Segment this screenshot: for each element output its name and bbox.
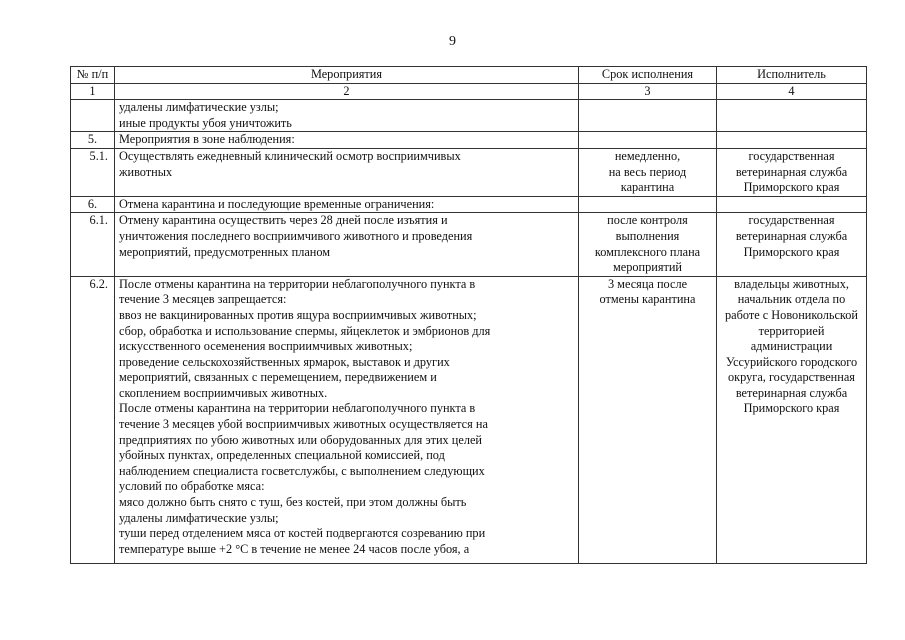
column-number-1: 1: [71, 83, 115, 100]
text-line: предприятиях по убою животных или оборудованных для этих целей: [119, 432, 482, 447]
executor-line: работе с Новоникольской: [725, 307, 858, 322]
text-line: температуре выше +2 °С в течение не менее 24 часов после убоя, а: [119, 541, 470, 556]
executor-line: государственная: [748, 148, 835, 163]
executor-line: ветеринарная служба: [735, 385, 848, 400]
text-line: мероприятий, предусмотренных планом: [119, 244, 331, 259]
header-row: [71, 67, 867, 84]
term-empty: [579, 100, 717, 132]
executor-cell: [717, 276, 867, 563]
executor-line: Приморского края: [743, 244, 840, 259]
text-line: После отмены карантина на территории неблагополучного пункта в: [119, 401, 476, 416]
row-number: 6.2.: [71, 276, 115, 563]
section-row: [71, 196, 867, 213]
executor-empty: [717, 100, 867, 132]
executor-empty: [717, 196, 867, 213]
term-empty: [579, 196, 717, 213]
text-line: Отмену карантина осуществить через 28 дней после изъятия и: [119, 213, 448, 228]
term-cell: [579, 148, 717, 196]
executor-empty: [717, 132, 867, 149]
header-measures: Мероприятия: [115, 67, 579, 84]
text-line: сбор, обработка и использование спермы, яйцеклеток и эмбрионов для: [119, 323, 491, 338]
row-number: 5.1.: [71, 148, 115, 196]
term-line: карантина: [620, 180, 675, 195]
text-line: иные продукты убоя уничтожить: [119, 115, 292, 130]
text-line: уничтожения последнего восприимчивого животного и проведения: [119, 228, 473, 243]
executor-line: Приморского края: [743, 401, 840, 416]
measure-text: [115, 276, 579, 563]
measure-text: [115, 100, 579, 132]
page-number: 9: [449, 34, 456, 49]
executor-cell: [717, 213, 867, 276]
executor-line: территорией: [758, 323, 825, 338]
text-line: искусственного осеменения восприимчивых животных;: [119, 339, 413, 354]
table-row: [71, 213, 867, 276]
executor-line: начальник отдела по: [737, 292, 846, 307]
text-line: условий по обработке мяса:: [119, 479, 265, 494]
row-number-empty: [71, 100, 115, 132]
text-line: течение 3 месяцев убой восприимчивых животных осуществляется на: [119, 417, 488, 432]
text-line: проведение сельскохозяйственных ярмарок, выставок и других: [119, 354, 450, 369]
term-cell: [579, 276, 717, 563]
table-row: [71, 148, 867, 196]
text-line: течение 3 месяцев запрещается:: [119, 292, 287, 307]
text-line: убойных пунктах, определенных специальной комиссией, под: [119, 448, 445, 463]
measures-table: [70, 66, 867, 564]
text-line: Осуществлять ежедневный клинический осмотр восприимчивых: [119, 148, 461, 163]
term-line: мероприятий: [612, 260, 683, 275]
column-numbers-row: [71, 83, 867, 100]
text-line: удалены лимфатические узлы;: [119, 100, 279, 115]
executor-line: Приморского края: [743, 180, 840, 195]
section-title: Мероприятия в зоне наблюдения:: [115, 132, 579, 149]
text-line: скоплением восприимчивых животных.: [119, 385, 328, 400]
text-line: После отмены карантина на территории неблагополучного пункта в: [119, 276, 476, 291]
executor-line: ветеринарная служба: [735, 164, 848, 179]
measure-text: [115, 213, 579, 276]
executor-line: Уссурийского городского: [725, 354, 858, 369]
term-line: отмены карантина: [599, 292, 696, 307]
term-line: немедленно,: [614, 148, 681, 163]
text-line: мероприятий, связанных с перемещением, передвижением и: [119, 370, 437, 385]
column-number-2: 2: [115, 83, 579, 100]
measure-text: [115, 148, 579, 196]
term-line: на весь период: [608, 164, 687, 179]
executor-line: округа, государственная: [728, 370, 855, 385]
column-number-3: 3: [579, 83, 717, 100]
term-cell: [579, 213, 717, 276]
section-number: 6.: [71, 196, 115, 213]
executor-line: владельцы животных,: [734, 276, 849, 291]
column-number-4: 4: [717, 83, 867, 100]
table-row: [71, 100, 867, 132]
section-title: Отмена карантина и последующие временные ограничения:: [115, 196, 579, 213]
row-number: 6.1.: [71, 213, 115, 276]
text-line: животных: [119, 164, 173, 179]
term-line: 3 месяца после: [607, 276, 688, 291]
text-line: удалены лимфатические узлы;: [119, 510, 279, 525]
header-executor: Исполнитель: [717, 67, 867, 84]
term-line: выполнения: [615, 228, 680, 243]
term-line: после контроля: [607, 213, 688, 228]
section-number: 5.: [71, 132, 115, 149]
term-empty: [579, 132, 717, 149]
text-line: наблюдением специалиста госветслужбы, с выполнением следующих: [119, 463, 485, 478]
header-term: Срок исполнения: [579, 67, 717, 84]
text-line: мясо должно быть снято с туш, без костей, при этом должны быть: [119, 495, 467, 510]
section-row: [71, 132, 867, 149]
executor-cell: [717, 148, 867, 196]
term-line: комплексного плана: [594, 244, 701, 259]
executor-line: ветеринарная служба: [735, 228, 848, 243]
text-line: туши перед отделением мяса от костей подвергаются созреванию при: [119, 526, 486, 541]
table-row: [71, 276, 867, 563]
header-number: № п/п: [71, 67, 115, 84]
executor-line: администрации: [750, 339, 833, 354]
text-line: ввоз не вакцинированных против ящура восприимчивых животных;: [119, 307, 477, 322]
executor-line: государственная: [748, 213, 835, 228]
